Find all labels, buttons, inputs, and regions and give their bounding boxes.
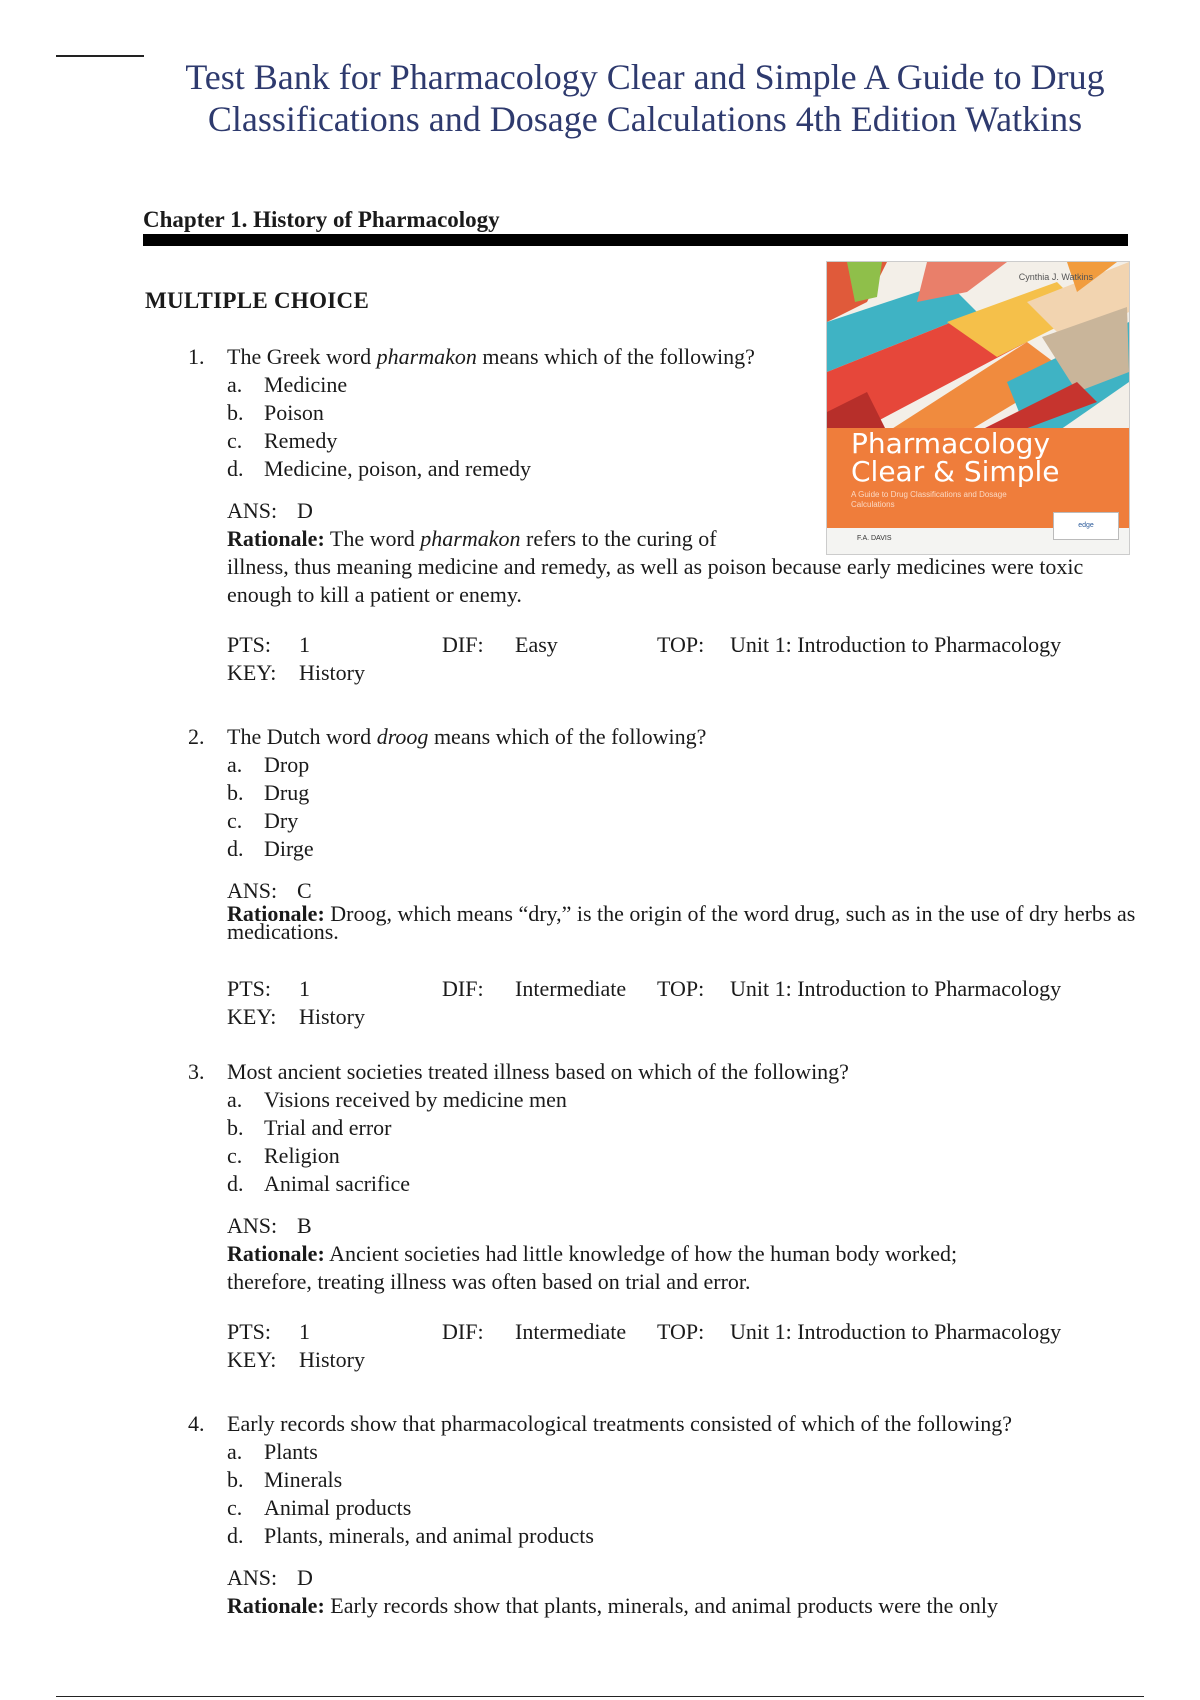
key-label: KEY: <box>227 1347 277 1372</box>
option-d <box>227 835 1148 863</box>
question-number: 1. <box>188 344 205 369</box>
option-text: Poison <box>264 400 324 425</box>
rationale-label: Rationale: <box>227 1241 325 1266</box>
rationale-label: Rationale: <box>227 901 325 926</box>
options-list <box>227 1086 1148 1198</box>
pts-label: PTS: <box>227 976 272 1001</box>
answer-value: D <box>297 1565 313 1590</box>
question-number: 2. <box>188 724 205 749</box>
rationale-text-rest: illness, thus meaning medicine and remedy, as well as poison because early medicines were toxic enough to kill a patient or enemy. <box>227 554 1084 607</box>
rationale-text: The word <box>329 526 421 551</box>
question-1 <box>188 343 1148 687</box>
title-line-1: Test Bank for Pharmacology Clear and Simple A Guide to Drug <box>185 57 1105 97</box>
question-meta <box>227 1318 1148 1374</box>
stem-text: The Dutch word <box>227 724 377 749</box>
top-label: TOP: <box>657 632 705 657</box>
question-stem <box>188 1410 1148 1438</box>
dif-value: Easy <box>515 632 558 657</box>
option-letter: a. <box>227 1087 243 1112</box>
top-value: Unit 1: Introduction to Pharmacology <box>730 976 1062 1001</box>
option-a <box>227 1438 1148 1466</box>
section-heading: MULTIPLE CHOICE <box>145 288 370 313</box>
option-text: Dirge <box>264 836 314 861</box>
dif-value: Intermediate <box>515 976 627 1001</box>
top-label: TOP: <box>657 976 705 1001</box>
option-text: Visions received by medicine men <box>264 1087 567 1112</box>
rationale <box>227 525 1148 609</box>
option-letter: d. <box>227 456 244 481</box>
chapter-heading: Chapter 1. History of Pharmacology <box>143 207 500 232</box>
pts-value: 1 <box>299 976 310 1001</box>
option-b <box>227 1466 1148 1494</box>
stem-text-end: means which of the following? <box>476 344 755 369</box>
top-label: TOP: <box>657 1319 705 1344</box>
question-number: 3. <box>188 1059 205 1084</box>
answer-value: D <box>297 498 313 523</box>
key-value: History <box>299 1347 365 1372</box>
pts-label: PTS: <box>227 632 272 657</box>
option-b <box>227 1114 1148 1142</box>
stem-text: Early records show that pharmacological treatments consisted of which of the following? <box>227 1411 1013 1436</box>
answer <box>227 1564 1148 1592</box>
option-letter: c. <box>227 1495 243 1520</box>
option-letter: d. <box>227 1523 244 1548</box>
option-letter: c. <box>227 1143 243 1168</box>
option-text: Minerals <box>264 1467 343 1492</box>
dif-label: DIF: <box>442 632 484 657</box>
dif-value: Intermediate <box>515 1319 627 1344</box>
answer <box>227 497 1148 525</box>
option-letter: a. <box>227 1439 243 1464</box>
option-letter: d. <box>227 836 244 861</box>
document-title <box>150 56 1140 140</box>
pts-label: PTS: <box>227 1319 272 1344</box>
option-letter: a. <box>227 752 243 777</box>
options-list <box>227 371 1148 483</box>
stem-emphasis: droog <box>376 724 429 749</box>
question-meta <box>227 975 1148 1031</box>
question-meta <box>227 631 1148 687</box>
rationale <box>227 1592 1148 1620</box>
cover-edge-badge: edge <box>1053 512 1119 540</box>
option-letter: b. <box>227 1115 244 1140</box>
top-rule <box>56 55 144 57</box>
option-d <box>227 455 1148 483</box>
stem-emphasis: pharmakon <box>376 344 477 369</box>
question-stem <box>188 723 1148 751</box>
question-stem <box>188 343 1148 371</box>
rationale-label: Rationale: <box>227 526 325 551</box>
chapter-rule <box>143 234 1128 246</box>
option-a <box>227 1086 1148 1114</box>
cover-publisher: F.A. DAVIS <box>857 535 892 542</box>
option-c <box>227 1142 1148 1170</box>
option-text: Trial and error <box>264 1115 392 1140</box>
option-text: Medicine <box>264 372 348 397</box>
option-b <box>227 399 1148 427</box>
rationale-text-cont: refers to the curing of <box>520 526 717 551</box>
option-text: Medicine, poison, and remedy <box>264 456 531 481</box>
question-stem <box>188 1058 1148 1086</box>
answer-label: ANS: <box>227 878 278 903</box>
option-text: Dry <box>264 808 299 833</box>
key-value: History <box>299 660 365 685</box>
option-text: Animal products <box>264 1495 412 1520</box>
option-letter: c. <box>227 428 243 453</box>
dif-label: DIF: <box>442 976 484 1001</box>
cover-author: Cynthia J. Watkins <box>1018 272 1093 282</box>
option-text: Animal sacrifice <box>264 1171 410 1196</box>
rationale-emphasis: pharmakon <box>420 526 521 551</box>
option-a <box>227 751 1148 779</box>
top-value: Unit 1: Introduction to Pharmacology <box>730 632 1062 657</box>
question-4 <box>188 1410 1148 1620</box>
answer-label: ANS: <box>227 498 278 523</box>
option-c <box>227 1494 1148 1522</box>
top-value: Unit 1: Introduction to Pharmacology <box>730 1319 1062 1344</box>
option-text: Plants, minerals, and animal products <box>264 1523 594 1548</box>
answer <box>227 1212 1148 1240</box>
option-c <box>227 427 1148 455</box>
answer-label: ANS: <box>227 1213 278 1238</box>
rationale-text: Ancient societies had little knowledge of how the human body worked; therefore, treating illness was often based on trial and error. <box>227 1241 958 1294</box>
option-text: Remedy <box>264 428 338 453</box>
cover-title-line-1: Pharmacology <box>851 427 1051 460</box>
option-text: Drop <box>264 752 310 777</box>
options-list <box>227 751 1148 863</box>
option-letter: c. <box>227 808 243 833</box>
title-line-2: Classifications and Dosage Calculations 4th Edition Watkins <box>207 99 1083 139</box>
key-label: KEY: <box>227 1004 277 1029</box>
option-text: Drug <box>264 780 310 805</box>
option-letter: b. <box>227 1467 244 1492</box>
rationale-label: Rationale: <box>227 1593 325 1618</box>
rationale-text: Droog, which means “dry,” is the origin of the word drug, such as in the use of dry herbs as medications. <box>227 901 1136 944</box>
option-text: Religion <box>264 1143 340 1168</box>
key-label: KEY: <box>227 660 277 685</box>
question-2 <box>188 723 1148 1031</box>
answer-value: C <box>297 878 312 903</box>
option-letter: d. <box>227 1171 244 1196</box>
question-number: 4. <box>188 1411 205 1436</box>
option-b <box>227 779 1148 807</box>
question-3 <box>188 1058 1148 1374</box>
rationale <box>227 901 1148 944</box>
options-list <box>227 1438 1148 1550</box>
cover-subtitle: A Guide to Drug Classifications and Dosage Calculations <box>851 490 1007 509</box>
stem-text-end: means which of the following? <box>428 724 707 749</box>
option-d <box>227 1522 1148 1550</box>
option-letter: a. <box>227 372 243 397</box>
answer-label: ANS: <box>227 1565 278 1590</box>
option-letter: b. <box>227 400 244 425</box>
bottom-rule <box>56 1696 1144 1697</box>
option-d <box>227 1170 1148 1198</box>
option-c <box>227 807 1148 835</box>
option-text: Plants <box>264 1439 318 1464</box>
answer-value: B <box>297 1213 312 1238</box>
stem-text: Most ancient societies treated illness based on which of the following? <box>227 1059 849 1084</box>
stem-text: The Greek word <box>227 344 377 369</box>
key-value: History <box>299 1004 365 1029</box>
rationale <box>227 1240 1047 1296</box>
option-letter: b. <box>227 780 244 805</box>
pts-value: 1 <box>299 1319 310 1344</box>
pts-value: 1 <box>299 632 310 657</box>
cover-title-line-2: Clear & Simple <box>851 455 1060 488</box>
dif-label: DIF: <box>442 1319 484 1344</box>
option-a <box>227 371 1148 399</box>
rationale-text: Early records show that plants, minerals, and animal products were the only <box>330 1593 999 1618</box>
